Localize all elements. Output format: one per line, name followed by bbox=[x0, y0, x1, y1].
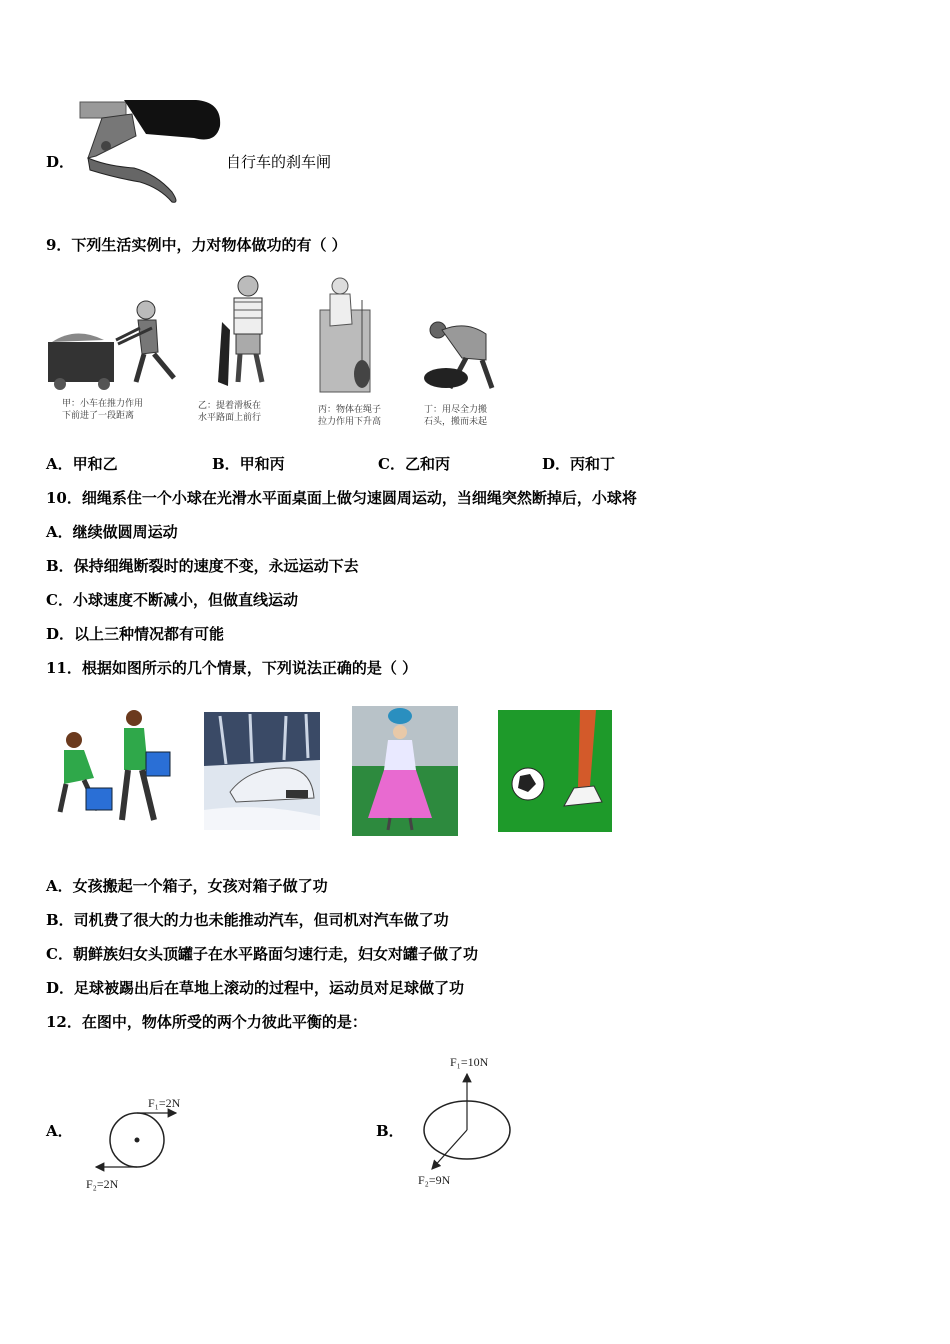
q9-stem: 9．下列生活实例中，力对物体做功的有（ ） bbox=[46, 236, 347, 254]
q12-option-a-letter: A． bbox=[46, 1122, 73, 1140]
q10-option-b: B．保持细绳断裂时的速度不变，永远运动下去 bbox=[46, 557, 359, 575]
q9-option-a: A．甲和乙 bbox=[46, 455, 118, 473]
q9-caption-yi-1: 乙：提着滑板在 bbox=[198, 401, 262, 411]
q9-option-b: B．甲和丙 bbox=[212, 455, 285, 473]
q12-figure-b bbox=[410, 1050, 540, 1200]
q12-figure-a bbox=[80, 1088, 210, 1198]
q9-option-d: D．丙和丁 bbox=[542, 455, 616, 473]
q9-caption-yi-2: 水平路面上前行 bbox=[198, 413, 262, 423]
q11-figure bbox=[50, 706, 618, 838]
q8-option-d-letter: D． bbox=[46, 153, 75, 171]
q12-b-f2-label: F₂=9N bbox=[418, 1173, 451, 1187]
q9-image-bing bbox=[320, 278, 370, 392]
q11-option-a: A．女孩搬起一个箱子，女孩对箱子做了功 bbox=[46, 877, 328, 895]
q12-b-f1-label: F₁=10N bbox=[450, 1055, 489, 1069]
q11-stem: 11．根据如图所示的几个情景，下列说法正确的是（ ） bbox=[46, 659, 418, 677]
q11-option-d: D．足球被踢出后在草地上滚动的过程中，运动员对足球做了功 bbox=[46, 979, 465, 997]
q9-image-jia bbox=[48, 301, 174, 390]
q9-caption-bing-1: 丙：物体在绳子 bbox=[318, 405, 382, 415]
q9-figure bbox=[46, 270, 516, 440]
q9-caption-bing-2: 拉力作用下升高 bbox=[318, 417, 382, 427]
q9-caption-jia-1: 甲：小车在推力作用 bbox=[62, 399, 144, 409]
q11-image-football bbox=[498, 710, 612, 832]
q11-image-girl-box bbox=[60, 710, 170, 820]
q10-option-c: C．小球速度不断减小，但做直线运动 bbox=[46, 591, 298, 609]
q9-caption-ding-1: 丁：用尽全力搬 bbox=[424, 405, 488, 415]
q9-option-c: C．乙和丙 bbox=[378, 455, 450, 473]
q12-stem: 12．在图中，物体所受的两个力彼此平衡的是： bbox=[46, 1013, 367, 1031]
q12-a-f1-label: F₁=2N bbox=[148, 1096, 181, 1110]
q12-option-b-letter: B． bbox=[376, 1122, 404, 1140]
q11-option-b: B．司机费了很大的力也未能推动汽车，但司机对汽车做了功 bbox=[46, 911, 449, 929]
q9-caption-jia-2: 下前进了一段距离 bbox=[62, 411, 135, 421]
q11-image-car-snow bbox=[204, 712, 320, 830]
q10-option-d: D．以上三种情况都有可能 bbox=[46, 625, 225, 643]
q10-option-a: A．继续做圆周运动 bbox=[46, 523, 178, 541]
q9-image-ding bbox=[424, 322, 492, 388]
q10-stem: 10．细绳系住一个小球在光滑水平面桌面上做匀速圆周运动，当细绳突然断掉后，小球将 bbox=[46, 489, 637, 507]
q9-image-yi bbox=[218, 276, 262, 386]
q11-option-c: C．朝鲜族妇女头顶罐子在水平路面匀速行走，妇女对罐子做了功 bbox=[46, 945, 478, 963]
q8-option-d-text: 自行车的刹车闸 bbox=[226, 153, 332, 171]
q9-caption-ding-2: 石头，搬而未起 bbox=[424, 417, 488, 427]
q12-a-f2-label: F₂=2N bbox=[86, 1177, 119, 1191]
q11-image-woman-jar bbox=[352, 706, 458, 836]
bicycle-brake-image bbox=[76, 96, 224, 208]
